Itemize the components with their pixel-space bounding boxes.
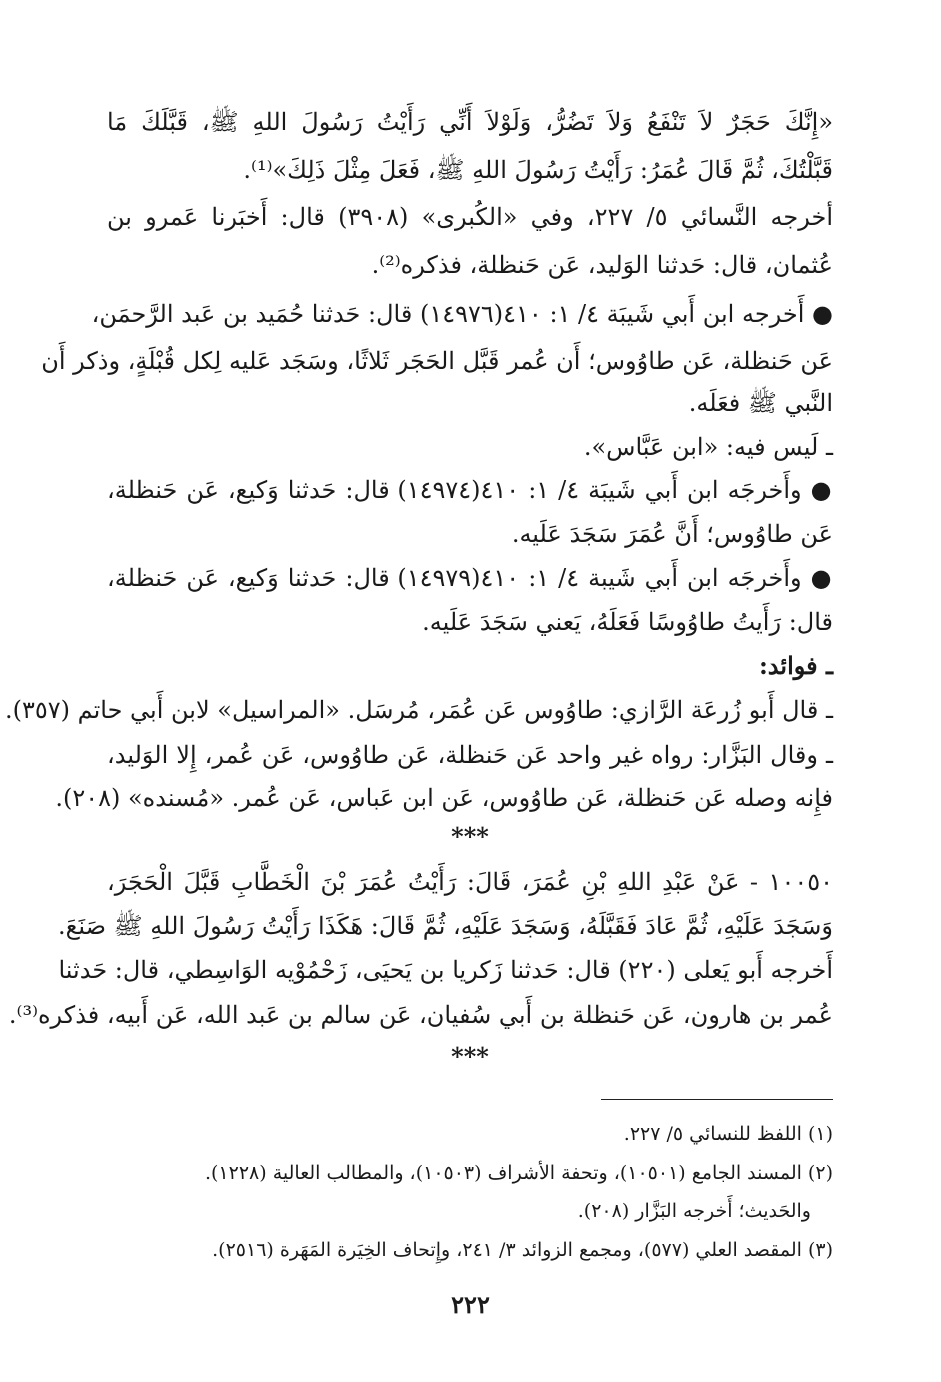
benefit-line: ـ قال أَبو زُرعَة الرَّازي: طاوُوس عَن عُمَر، مُرسَل. «المراسيل» لابن أَبي حاتم (٣٥٧). [4,696,833,724]
footnote: (٣) المقصد العلي (٥٧٧)، ومجمع الزوائد ٣/ ٢٤١، وإِتحاف الخِيَرة المَهَرة (٢٥١٦). [212,1239,833,1261]
page-number: ٢٢٢ [451,1290,490,1319]
footnote-divider [601,1099,833,1100]
hadith-text-line: وَسَجَدَ عَلَيْهِ، ثُمَّ عَادَ فَقَبَّلَهُ، وَسَجَدَ عَلَيْهِ، ثُمَّ قَالَ: هَكَذَا رَأَيْتُ رَسُولَ اللهِ ﷺ صَنَعَ. [58,912,833,940]
footnote: والحَديث؛ أَخرجه البَزَّار (٢٠٨). [577,1200,811,1222]
hadith-text-line: «إِنَّكَ حَجَرٌ لاَ تَنْفَعُ وَلاَ تَضُرُّ، وَلَوْلاَ أَنِّي رَأَيْتُ رَسُولَ اللهِ ﷺ، قَبَّلَكَ مَا [107,108,833,136]
takhrij-line: أخرجه النَّسائي ٥/ ٢٢٧، وفي «الكُبرى» (٣٩٠٨) قال: أَخبَرنا عَمرو بن [107,203,833,231]
takhrij-line: عُمر بن هارون، عَن حَنظلة بن أَبي سُفيان، عَن سالم بن عَبد الله، عَن أَبيه، فذكره⁽³⁾. [8,1001,833,1029]
narration-line: ● وأَخرجَه ابن أَبي شَيبَة ٤/ ١: ٤١٠(١٤٩٧٤) قال: حَدثنا وَكيع، عَن حَنظلة، [107,476,833,504]
narration-line: قال: رَأَيتُ طاوُوسًا فَعَلَهُ، يَعني سَجَدَ عَلَيه. [422,608,833,636]
section-heading-fawaid: ـ فوائد: [758,651,833,680]
takhrij-line: عُثمان، قال: حَدثنا الوَليد، عَن حَنظلة، فذكره⁽²⁾. [371,251,833,279]
hadith-text-line: قَبَّلْتُكَ، ثُمَّ قَالَ عُمَرُ: رَأَيْتُ رَسُولَ اللهِ ﷺ، فَعَلَ مِثْلَ ذَلِكَ»⁽¹⁾. [243,156,833,184]
benefit-line: فإِنه وصله عَن حَنظلة، عَن طاوُوس، عَن ابن عَباس، عَن عُمر. «مُسنده» (٢٠٨). [55,784,833,812]
separator-stars: *** [451,822,489,851]
narration-line: ● وأَخرجَه ابن أَبي شَيبة ٤/ ١: ٤١٠(١٤٩٧٩) قال: حَدثنا وَكيع، عَن حَنظلة، [107,564,833,592]
benefit-line: ـ وقال البَزَّار: رواه غير واحد عَن حَنظلة، عَن طاوُوس، عَن عُمر، إِلا الوَليد، [107,741,833,769]
narration-line: ● أَخرجه ابن أَبي شَيبَة ٤/ ١: ٤١٠(١٤٩٧٦) قال: حَدثنا حُمَيد بن عَبد الرَّحمَن، [91,300,833,328]
footnote: (١) اللفظ للنسائي ٥/ ٢٢٧. [623,1123,833,1145]
takhrij-line: أَخرجه أَبو يَعلى (٢٢٠) قال: حَدثنا زَكريا بن يَحيَى، زَحْمُوْيه الوَاسِطي، قال: حَدثنا [58,956,833,984]
hadith-text-line: ١٠٠٥٠ - عَنْ عَبْدِ اللهِ بْنِ عُمَرَ، قَالَ: رَأَيْتُ عُمَرَ بْنَ الْخَطَّابِ قَبَّلَ الْحَجَرَ، [107,868,833,896]
narration-line: عَن حَنظلة، عَن طاوُوس؛ أَن عُمر قَبَّل الحَجَر ثَلاثًا، وسَجَد عَليه لِكل قُبْلَةٍ، وذكر أَن [41,347,833,375]
footnote: (٢) المسند الجامع (١٠٥٠١)، وتحفة الأشراف (١٠٥٠٣)، والمطالب العالية (١٢٢٨). [204,1162,833,1184]
narration-line: عَن طاوُوس؛ أَنَّ عُمَرَ سَجَدَ عَلَيه. [511,520,833,548]
separator-stars: *** [451,1042,489,1071]
note-line: ـ لَيس فيه: «ابن عَبَّاس». [583,433,833,461]
narration-line: النَّبي ﷺ فعَلَه. [688,389,833,417]
